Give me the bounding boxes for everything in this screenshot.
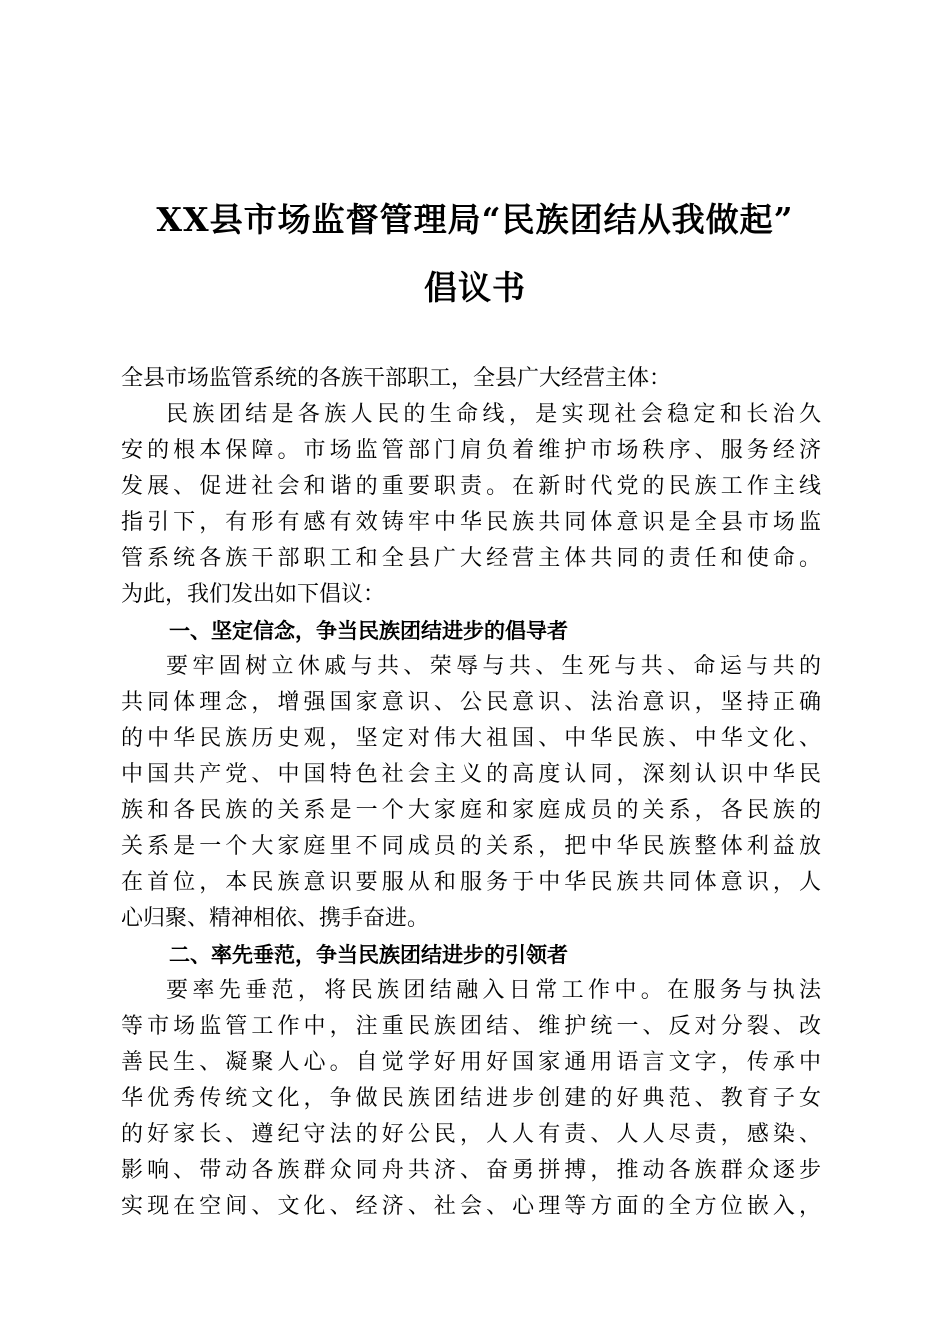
section-1-line: 族和各民族的关系是一个大家庭和家庭成员的关系，各民族的 xyxy=(121,798,821,823)
section-2-line: 善民生、凝聚人心。自觉学好用好国家通用语言文字，传承中 xyxy=(121,1050,821,1075)
document-body xyxy=(121,361,821,1225)
intro-line: 发展、促进社会和谐的重要职责。在新时代党的民族工作主线 xyxy=(121,474,821,499)
section-2-line: 要率先垂范，将民族团结融入日常工作中。在服务与执法 xyxy=(166,978,821,1003)
section-1-line: 关系是一个大家庭里不同成员的关系，把中华民族整体利益放 xyxy=(121,834,821,859)
section-2-heading: 二、率先垂范，争当民族团结进步的引领者 xyxy=(169,943,568,967)
intro-line: 为此，我们发出如下倡议： xyxy=(121,582,386,607)
section-2-line: 实现在空间、文化、经济、社会、心理等方面的全方位嵌入， xyxy=(121,1194,821,1219)
section-1-line: 中国共产党、中国特色社会主义的高度认同，深刻认识中华民 xyxy=(121,762,821,787)
document-title-line-1: XX县市场监督管理局“民族团结从我做起” xyxy=(156,200,794,239)
section-1-line: 心归聚、精神相依、携手奋进。 xyxy=(121,906,430,931)
intro-line: 安的根本保障。市场监管部门肩负着维护市场秩序、服务经济 xyxy=(121,438,821,463)
section-1-line: 的中华民族历史观，坚定对伟大祖国、中华民族、中华文化、 xyxy=(121,726,821,751)
document-title-line-2: 倡议书 xyxy=(424,268,526,307)
section-2-line: 的好家长、遵纪守法的好公民，人人有责、人人尽责，感染、 xyxy=(121,1122,821,1147)
section-1-line: 要牢固树立休戚与共、荣辱与共、生死与共、命运与共的 xyxy=(166,654,821,679)
section-1-heading: 一、坚定信念，争当民族团结进步的倡导者 xyxy=(169,619,568,643)
intro-line: 管系统各族干部职工和全县广大经营主体共同的责任和使命。 xyxy=(121,546,821,571)
intro-line: 民族团结是各族人民的生命线，是实现社会稳定和长治久 xyxy=(166,402,821,427)
section-2-line: 华优秀传统文化，争做民族团结进步创建的好典范、教育子女 xyxy=(121,1086,821,1111)
salutation: 全县市场监管系统的各族干部职工，全县广大经营主体： xyxy=(121,366,672,391)
section-1-line: 在首位，本民族意识要服从和服务于中华民族共同体意识，人 xyxy=(121,870,821,895)
section-2-line: 影响、带动各族群众同舟共济、奋勇拼搏，推动各族群众逐步 xyxy=(121,1158,821,1183)
section-1-line: 共同体理念，增强国家意识、公民意识、法治意识，坚持正确 xyxy=(121,690,821,715)
intro-line: 指引下，有形有感有效铸牢中华民族共同体意识是全县市场监 xyxy=(121,510,821,535)
section-2-line: 等市场监管工作中，注重民族团结、维护统一、反对分裂、改 xyxy=(121,1014,821,1039)
